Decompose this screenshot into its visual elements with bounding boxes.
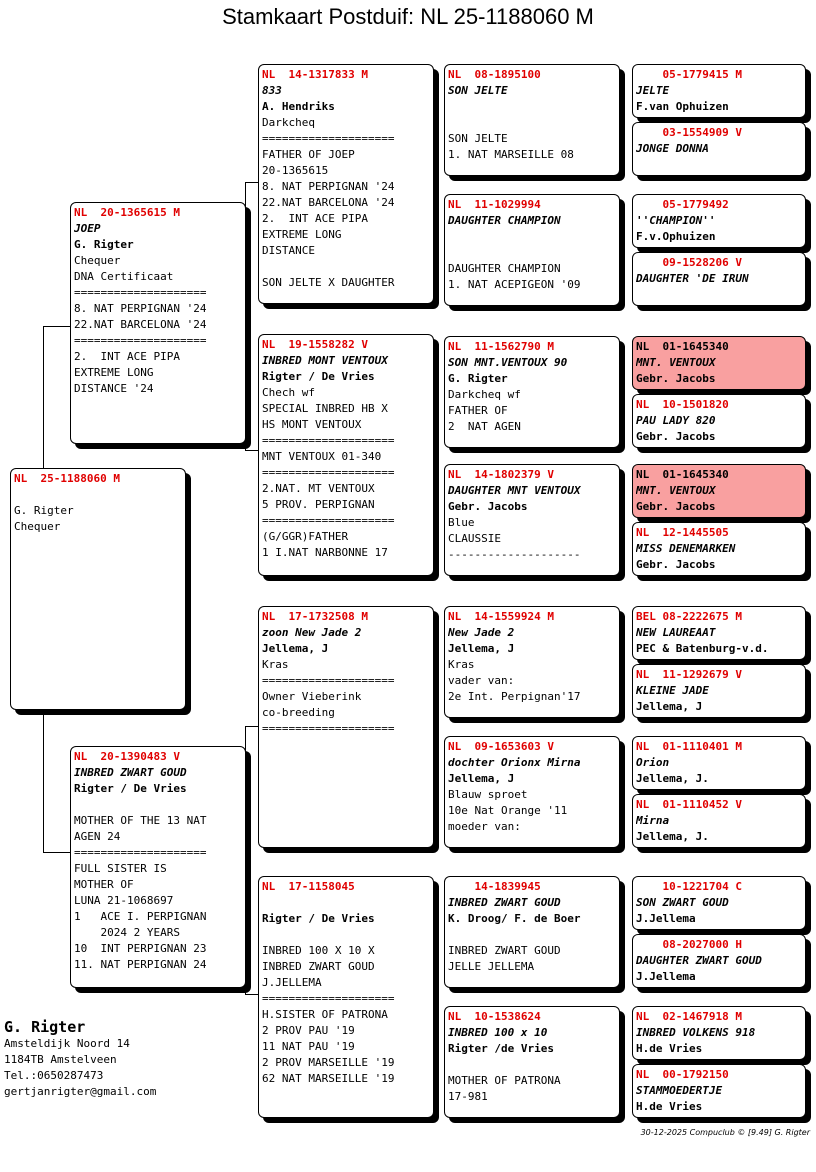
card-line bbox=[448, 245, 616, 261]
ring-number: NL 14-1559924 M bbox=[448, 610, 554, 623]
pigeon-card-g5[interactable] bbox=[632, 336, 806, 390]
card-line: EXTREME LONG bbox=[262, 228, 342, 241]
pigeon-name: DAUGHTER MNT VENTOUX bbox=[448, 484, 581, 497]
owner-block bbox=[4, 1018, 156, 1100]
card-line: Gebr. Jacobs bbox=[636, 430, 716, 443]
card-line: Gebr. Jacobs bbox=[448, 500, 528, 513]
card-line: H.de Vries bbox=[636, 1042, 703, 1055]
pigeon-name: zoon New Jade 2 bbox=[262, 626, 362, 639]
card-line: Rigter / De Vries bbox=[262, 912, 375, 925]
card-line: 8. NAT PERPIGNAN '24 bbox=[74, 302, 207, 315]
card-line: ==================== bbox=[74, 286, 207, 299]
ring-number: NL 19-1558282 V bbox=[262, 338, 368, 351]
card-line: DNA Certificaat bbox=[74, 270, 174, 283]
ring-number: 10-1221704 C bbox=[636, 880, 742, 893]
card-line: INBRED ZWART GOUD bbox=[262, 960, 375, 973]
card-line: SON JELTE X DAUGHTER bbox=[262, 276, 395, 289]
card-line: Blue bbox=[448, 516, 475, 529]
ring-number: NL 01-1110401 M bbox=[636, 740, 742, 753]
card-line: ==================== bbox=[262, 722, 395, 735]
card-line: 2 PROV PAU '19 bbox=[262, 1024, 355, 1037]
card-line bbox=[448, 927, 616, 943]
card-line: 2 PROV MARSEILLE '19 bbox=[262, 1056, 395, 1069]
ring-number: NL 09-1653603 V bbox=[448, 740, 554, 753]
pigeon-card-fm[interactable] bbox=[258, 334, 434, 576]
pigeon-name: SON MNT.VENTOUX 90 bbox=[448, 356, 568, 369]
card-line: MOTHER OF PATRONA bbox=[448, 1074, 561, 1087]
footer-credit: 30-12-2025 Compuclub © [9.49] G. Rigter bbox=[640, 1128, 810, 1137]
pigeon-name: PAU LADY 820 bbox=[636, 414, 716, 427]
card-line: ==================== bbox=[74, 846, 207, 859]
pigeon-name: JELTE bbox=[636, 84, 670, 97]
pigeon-name: STAMMOEDERTJE bbox=[636, 1084, 723, 1097]
card-line: AGEN 24 bbox=[74, 830, 121, 843]
card-line: Jellema, J bbox=[636, 700, 703, 713]
pigeon-card-g6[interactable] bbox=[632, 394, 806, 448]
card-line: ==================== bbox=[262, 674, 395, 687]
card-line: G. Rigter bbox=[448, 372, 508, 385]
card-line: Jellema, J. bbox=[636, 830, 709, 843]
pigeon-card-g11[interactable] bbox=[632, 736, 806, 790]
card-line: 2. INT ACE PIPA bbox=[74, 350, 180, 363]
card-line: 20-1365615 bbox=[262, 164, 329, 177]
card-line: 1 ACE I. PERPIGNAN bbox=[74, 910, 207, 923]
owner-address-line2: 1184TB Amstelveen bbox=[4, 1053, 117, 1066]
ring-number: 08-2027000 H bbox=[636, 938, 742, 951]
card-line: Jellema, J. bbox=[636, 772, 709, 785]
card-line: Kras bbox=[448, 658, 475, 671]
card-line: Blauw sproet bbox=[448, 788, 528, 801]
card-line: 1. NAT MARSEILLE 08 bbox=[448, 148, 574, 161]
card-line: A. Hendriks bbox=[262, 100, 335, 113]
pigeon-name: Orion bbox=[636, 756, 670, 769]
card-line: SON JELTE bbox=[448, 132, 508, 145]
pigeon-card-fmm[interactable] bbox=[444, 464, 620, 576]
card-line: 2 NAT AGEN bbox=[448, 420, 521, 433]
pigeon-name: INBRED 100 x 10 bbox=[448, 1026, 548, 1039]
pigeon-card-subject[interactable] bbox=[10, 468, 186, 710]
pigeon-card-g4[interactable] bbox=[632, 252, 806, 306]
card-line: INBRED ZWART GOUD bbox=[448, 944, 561, 957]
card-line bbox=[262, 895, 430, 911]
card-line: MNT VENTOUX 01-340 bbox=[262, 450, 382, 463]
pigeon-name: New Jade 2 bbox=[448, 626, 515, 639]
card-line: FULL SISTER IS bbox=[74, 862, 167, 875]
card-line: 10 INT PERPIGNAN 23 bbox=[74, 942, 207, 955]
pigeon-name: INBRED ZWART GOUD bbox=[448, 896, 561, 909]
pigeon-card-g9[interactable] bbox=[632, 606, 806, 660]
pigeon-name: ''CHAMPION'' bbox=[636, 214, 716, 227]
pigeon-name: JONGE DONNA bbox=[636, 142, 709, 155]
pigeon-card-mother[interactable] bbox=[70, 746, 246, 988]
card-line: EXTREME LONG bbox=[74, 366, 154, 379]
card-line: G. Rigter bbox=[74, 238, 134, 251]
card-line: 2.NAT. MT VENTOUX bbox=[262, 482, 375, 495]
card-line: Jellema, J bbox=[262, 642, 329, 655]
card-line: 11. NAT PERPIGNAN 24 bbox=[74, 958, 207, 971]
card-line: Owner Vieberink bbox=[262, 690, 362, 703]
card-line: 22.NAT BARCELONA '24 bbox=[74, 318, 207, 331]
card-line: Gebr. Jacobs bbox=[636, 500, 716, 513]
card-line: K. Droog/ F. de Boer bbox=[448, 912, 581, 925]
card-line: Chequer bbox=[14, 520, 61, 533]
card-line: 1 I.NAT NARBONNE 17 bbox=[262, 546, 388, 559]
card-line: PEC & Batenburg-v.d. bbox=[636, 642, 769, 655]
card-line: Jellema, J bbox=[448, 642, 515, 655]
pigeon-name: MNT. VENTOUX bbox=[636, 356, 716, 369]
card-line: Rigter / De Vries bbox=[74, 782, 187, 795]
card-line: 2024 2 YEARS bbox=[74, 926, 180, 939]
pigeon-name: KLEINE JADE bbox=[636, 684, 709, 697]
card-line: NL 01-1645340 bbox=[636, 468, 729, 481]
card-line: ==================== bbox=[74, 334, 207, 347]
card-line: MOTHER OF bbox=[74, 878, 134, 891]
pigeon-name: INBRED MONT VENTOUX bbox=[262, 354, 388, 367]
ring-number: NL 14-1317833 M bbox=[262, 68, 368, 81]
card-line: HS MONT VENTOUX bbox=[262, 418, 362, 431]
pigeon-name: Mirna bbox=[636, 814, 670, 827]
card-line: 1. NAT ACEPIGEON '09 bbox=[448, 278, 581, 291]
ring-number: 09-1528206 V bbox=[636, 256, 742, 269]
owner-email: gertjanrigter@gmail.com bbox=[4, 1085, 157, 1098]
pigeon-card-g10[interactable] bbox=[632, 664, 806, 718]
pigeon-card-fff[interactable] bbox=[444, 64, 620, 176]
card-line bbox=[262, 927, 430, 943]
card-line: CLAUSSIE bbox=[448, 532, 501, 545]
card-line bbox=[448, 229, 616, 245]
card-line bbox=[262, 259, 430, 275]
card-line bbox=[448, 115, 616, 131]
card-line: Chequer bbox=[74, 254, 121, 267]
pigeon-name: NEW LAUREAAT bbox=[636, 626, 716, 639]
ring-number: 03-1554909 V bbox=[636, 126, 742, 139]
card-line: DAUGHTER CHAMPION bbox=[448, 262, 561, 275]
ring-number: 05-1779415 M bbox=[636, 68, 742, 81]
card-line: Gebr. Jacobs bbox=[636, 558, 716, 571]
pigeon-card-mmf[interactable] bbox=[444, 876, 620, 988]
pigeon-card-g1[interactable] bbox=[632, 64, 806, 118]
ring-number: BEL 08-2222675 M bbox=[636, 610, 742, 623]
pigeon-card-g13[interactable] bbox=[632, 876, 806, 930]
card-line: ==================== bbox=[262, 132, 395, 145]
page-title: Stamkaart Postduif: NL 25-1188060 M bbox=[222, 4, 594, 29]
card-line: 11 NAT PAU '19 bbox=[262, 1040, 355, 1053]
card-line: F.v.Ophuizen bbox=[636, 230, 716, 243]
ring-number: NL 10-1501820 bbox=[636, 398, 729, 411]
pigeon-card-father[interactable] bbox=[70, 202, 246, 444]
pigeon-name: SON JELTE bbox=[448, 84, 508, 97]
ring-number: NL 11-1562790 M bbox=[448, 340, 554, 353]
card-line: ==================== bbox=[262, 514, 395, 527]
card-line: LUNA 21-1068697 bbox=[74, 894, 174, 907]
ring-number: NL 10-1538624 bbox=[448, 1010, 541, 1023]
ring-number: 14-1839945 bbox=[448, 880, 541, 893]
ring-number: NL 14-1802379 V bbox=[448, 468, 554, 481]
card-line: J.JELLEMA bbox=[262, 976, 322, 989]
card-line: G. Rigter bbox=[14, 504, 74, 517]
card-line: Chech wf bbox=[262, 386, 315, 399]
card-line: Darkcheq wf bbox=[448, 388, 521, 401]
pigeon-card-mf[interactable] bbox=[258, 606, 434, 848]
card-line: MOTHER OF THE 13 NAT bbox=[74, 814, 207, 827]
card-line bbox=[448, 1057, 616, 1073]
pigeon-card-g8[interactable] bbox=[632, 522, 806, 576]
card-line: Jellema, J bbox=[448, 772, 515, 785]
card-line: H.SISTER OF PATRONA bbox=[262, 1008, 388, 1021]
ring-number: NL 00-1792150 bbox=[636, 1068, 729, 1081]
card-line: ==================== bbox=[262, 434, 395, 447]
pigeon-card-g12[interactable] bbox=[632, 794, 806, 848]
ring-number: 05-1779492 bbox=[636, 198, 729, 211]
pigeon-card-g14[interactable] bbox=[632, 934, 806, 988]
card-line: DISTANCE bbox=[262, 244, 315, 257]
ring-number: NL 02-1467918 M bbox=[636, 1010, 742, 1023]
card-line: Darkcheq bbox=[262, 116, 315, 129]
pigeon-card-g2[interactable] bbox=[632, 122, 806, 176]
pigeon-name: 833 bbox=[262, 84, 282, 97]
card-line: F.van Ophuizen bbox=[636, 100, 729, 113]
card-line: 62 NAT MARSEILLE '19 bbox=[262, 1072, 395, 1085]
pigeon-name: INBRED VOLKENS 918 bbox=[636, 1026, 756, 1039]
card-line: SPECIAL INBRED HB X bbox=[262, 402, 388, 415]
pigeon-card-fmf[interactable] bbox=[444, 336, 620, 448]
card-line: J.Jellema bbox=[636, 912, 696, 925]
card-line: 5 PROV. PERPIGNAN bbox=[262, 498, 375, 511]
pigeon-name: MNT. VENTOUX bbox=[636, 484, 716, 497]
pigeon-name: INBRED ZWART GOUD bbox=[74, 766, 187, 779]
card-line: 22.NAT BARCELONA '24 bbox=[262, 196, 395, 209]
pigeon-name: dochter Orionx Mirna bbox=[448, 756, 581, 769]
pigeon-card-g16[interactable] bbox=[632, 1064, 806, 1118]
card-line: ==================== bbox=[262, 466, 395, 479]
pigeon-name: MISS DENEMARKEN bbox=[636, 542, 736, 555]
pigeon-card-ffm[interactable] bbox=[444, 194, 620, 306]
card-line bbox=[448, 99, 616, 115]
pigeon-card-g15[interactable] bbox=[632, 1006, 806, 1060]
card-line: moeder van: bbox=[448, 820, 521, 833]
ring-number: NL 08-1895100 bbox=[448, 68, 541, 81]
card-line: vader van: bbox=[448, 674, 515, 687]
pigeon-card-mff[interactable] bbox=[444, 606, 620, 718]
card-line: NL 01-1645340 bbox=[636, 340, 729, 353]
pigeon-name: JOEP bbox=[74, 222, 101, 235]
card-line: INBRED 100 X 10 X bbox=[262, 944, 375, 957]
card-line: Kras bbox=[262, 658, 289, 671]
pigeon-card-mmm[interactable] bbox=[444, 1006, 620, 1118]
card-line: Rigter / De Vries bbox=[262, 370, 375, 383]
pigeon-card-mfm[interactable] bbox=[444, 736, 620, 848]
card-line: H.de Vries bbox=[636, 1100, 703, 1113]
card-line: -------------------- bbox=[448, 548, 581, 561]
pigeon-card-mm[interactable] bbox=[258, 876, 434, 1118]
ring-number: NL 20-1390483 V bbox=[74, 750, 180, 763]
card-line: co-breeding bbox=[262, 706, 335, 719]
card-line: FATHER OF JOEP bbox=[262, 148, 355, 161]
pigeon-name: DAUGHTER ZWART GOUD bbox=[636, 954, 762, 967]
owner-name: G. Rigter bbox=[4, 1018, 86, 1036]
card-line: JELLE JELLEMA bbox=[448, 960, 535, 973]
owner-address-line1: Amsteldijk Noord 14 bbox=[4, 1037, 130, 1050]
card-line bbox=[74, 797, 242, 813]
ring-number: NL 17-1158045 bbox=[262, 880, 355, 893]
card-line: 2. INT ACE PIPA bbox=[262, 212, 368, 225]
card-line: ==================== bbox=[262, 992, 395, 1005]
card-line: (G/GGR)FATHER bbox=[262, 530, 349, 543]
card-line bbox=[14, 487, 182, 503]
ring-number: NL 12-1445505 bbox=[636, 526, 729, 539]
card-line: 17-981 bbox=[448, 1090, 488, 1103]
ring-number: NL 11-1292679 V bbox=[636, 668, 742, 681]
pigeon-name: SON ZWART GOUD bbox=[636, 896, 729, 909]
pigeon-name: DAUGHTER 'DE IRUN bbox=[636, 272, 749, 285]
card-line: 10e Nat Orange '11 bbox=[448, 804, 568, 817]
ring-number: NL 17-1732508 M bbox=[262, 610, 368, 623]
ring-number: NL 20-1365615 M bbox=[74, 206, 180, 219]
ring-number: NL 11-1029994 bbox=[448, 198, 541, 211]
pigeon-name: DAUGHTER CHAMPION bbox=[448, 214, 561, 227]
card-line: 8. NAT PERPIGNAN '24 bbox=[262, 180, 395, 193]
ring-number: NL 01-1110452 V bbox=[636, 798, 742, 811]
owner-phone: Tel.:0650287473 bbox=[4, 1069, 104, 1082]
ring-number: NL 25-1188060 M bbox=[14, 472, 120, 485]
card-line: DISTANCE '24 bbox=[74, 382, 154, 395]
pigeon-card-g3[interactable] bbox=[632, 194, 806, 248]
card-line: Rigter /de Vries bbox=[448, 1042, 554, 1055]
card-line: FATHER OF bbox=[448, 404, 508, 417]
pigeon-card-g7[interactable] bbox=[632, 464, 806, 518]
pigeon-card-ff[interactable] bbox=[258, 64, 434, 304]
card-line: 2e Int. Perpignan'17 bbox=[448, 690, 581, 703]
card-line: J.Jellema bbox=[636, 970, 696, 983]
card-line: Gebr. Jacobs bbox=[636, 372, 716, 385]
